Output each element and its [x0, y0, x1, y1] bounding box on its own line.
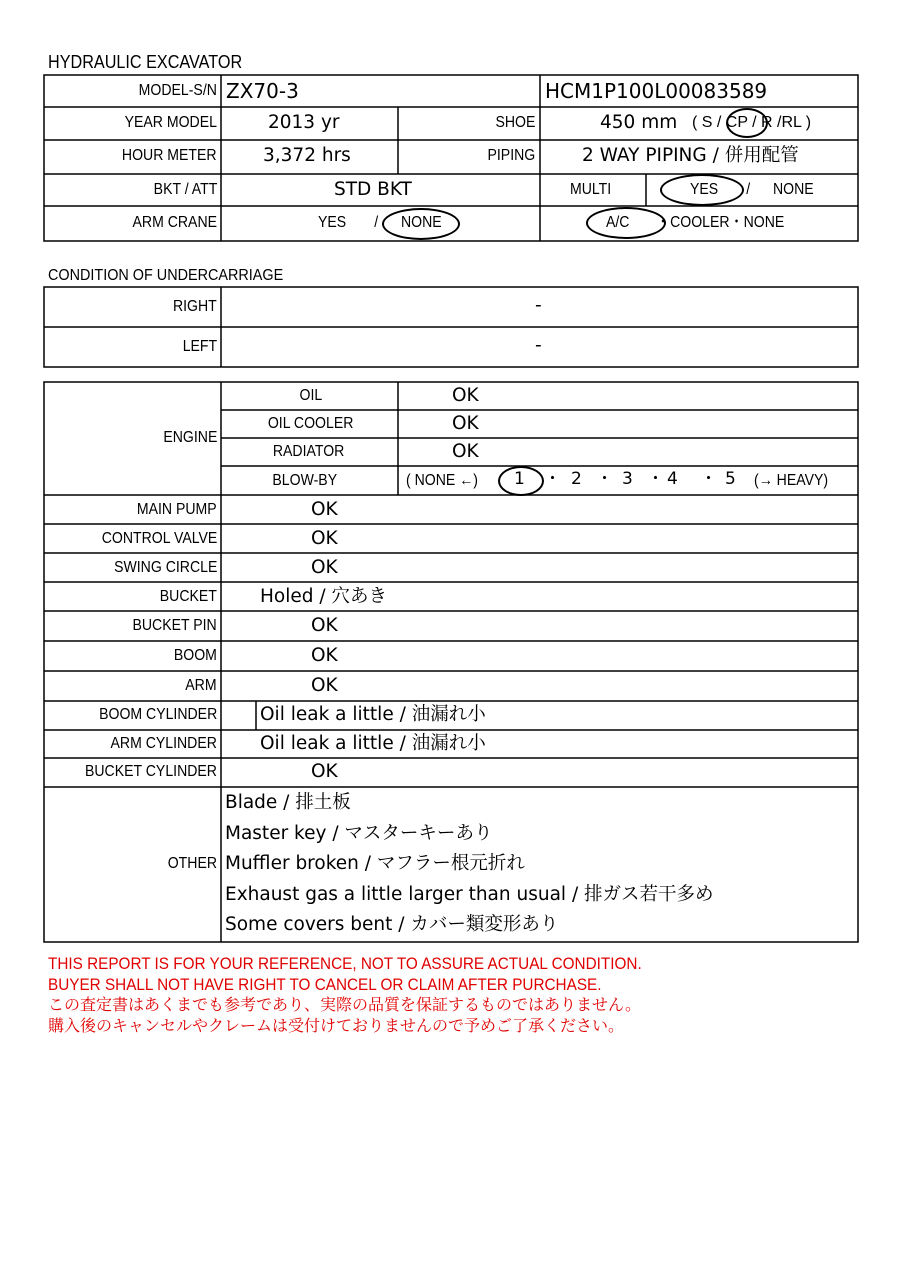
blowby-level-5: 5: [725, 469, 736, 489]
radiator-value: OK: [452, 441, 479, 462]
blowby-level-1: 1: [514, 469, 525, 489]
blowby-scale-start: ( NONE ←): [406, 472, 478, 489]
main-pump-value: OK: [311, 499, 338, 520]
undercarriage-title: CONDITION OF UNDERCARRIAGE: [48, 267, 284, 284]
piping-value: 2 WAY PIPING / 併用配管: [582, 145, 799, 166]
other-item: Blade / 排土板: [225, 792, 351, 813]
blowby-dot: ・: [647, 469, 664, 489]
oil-cooler-label: OIL COOLER: [267, 415, 354, 432]
multi-selected-circle: [660, 174, 744, 206]
boom-value: OK: [311, 645, 338, 666]
multi-sep: /: [746, 181, 751, 198]
cooler-options: ・COOLER・NONE: [656, 214, 785, 231]
main-pump-label: MAIN PUMP: [137, 501, 217, 518]
model-value: ZX70-3: [226, 79, 299, 103]
control-valve-value: OK: [311, 528, 338, 549]
other-item: Muffler broken / マフラー根元折れ: [225, 853, 525, 874]
model-label: MODEL-S/N: [138, 82, 217, 99]
bkt-value: STD BKT: [334, 179, 412, 200]
blowby-level-4: 4: [667, 469, 678, 489]
boom-cylinder-value: Oil leak a little / 油漏れ小: [260, 704, 486, 725]
ac-selected-circle: [586, 207, 666, 239]
disclaimer-line: この査定書はあくまでも参考であり、実際の品質を保証するものではありません。: [48, 995, 641, 1014]
piping-label: PIPING: [487, 147, 535, 164]
disclaimer-line: THIS REPORT IS FOR YOUR REFERENCE, NOT TO ASSURE ACTUAL CONDITION.: [48, 954, 642, 973]
serial-value: HCM1P100L00083589: [545, 79, 768, 103]
hour-label: HOUR METER: [122, 147, 217, 164]
shoe-label: SHOE: [495, 114, 535, 131]
disclaimer-line: BUYER SHALL NOT HAVE RIGHT TO CANCEL OR CLAIM AFTER PURCHASE.: [48, 975, 602, 994]
year-value: 2013 yr: [268, 112, 340, 133]
radiator-label: RADIATOR: [272, 443, 345, 460]
disclaimer-line: 購入後のキャンセルやクレームは受付けておりませんので予めご了承ください。: [48, 1016, 625, 1035]
crane-none: NONE: [401, 214, 442, 231]
left-label: LEFT: [182, 338, 217, 355]
boom-label: BOOM: [173, 647, 217, 664]
other-item: Exhaust gas a little larger than usual / 排ガス若干多め: [225, 884, 714, 905]
left-value: -: [535, 335, 542, 356]
other-label: OTHER: [167, 855, 217, 872]
engine-label: ENGINE: [163, 429, 217, 446]
bkt-label: BKT / ATT: [153, 181, 217, 198]
crane-yes: YES: [318, 214, 347, 231]
blowby-dot: ・: [700, 469, 717, 489]
oil-cooler-value: OK: [452, 413, 479, 434]
other-item: Some covers bent / カバー類変形あり: [225, 914, 559, 935]
blowby-selected-circle: [498, 466, 544, 496]
arm-label: ARM: [185, 677, 217, 694]
oil-value: OK: [452, 385, 479, 406]
multi-none: NONE: [773, 181, 814, 198]
shoe-selected-circle: [726, 108, 768, 138]
shoe-value: 450 mm: [600, 112, 678, 133]
hour-value: 3,372 hrs: [263, 145, 351, 166]
bucket-pin-label: BUCKET PIN: [132, 617, 217, 634]
blowby-level-3: 3: [622, 469, 633, 489]
blowby-scale-end: (→ HEAVY): [754, 472, 829, 489]
blowby-label: BLOW-BY: [272, 472, 338, 489]
arm-cylinder-value: Oil leak a little / 油漏れ小: [260, 733, 486, 754]
control-valve-label: CONTROL VALVE: [101, 530, 217, 547]
swing-circle-label: SWING CIRCLE: [113, 559, 217, 576]
ac-option: A/C: [606, 214, 630, 231]
year-label: YEAR MODEL: [124, 114, 217, 131]
multi-label: MULTI: [570, 181, 612, 198]
blowby-level-2: 2: [571, 469, 582, 489]
bucket-value: Holed / 穴あき: [260, 586, 387, 607]
swing-circle-value: OK: [311, 557, 338, 578]
crane-sep: /: [374, 214, 379, 231]
arm-value: OK: [311, 675, 338, 696]
boom-cylinder-label: BOOM CYLINDER: [98, 706, 217, 723]
crane-label: ARM CRANE: [132, 214, 217, 231]
other-item: Master key / マスターキーあり: [225, 823, 493, 844]
right-label: RIGHT: [173, 298, 217, 315]
right-value: -: [535, 295, 542, 316]
bucket-pin-value: OK: [311, 615, 338, 636]
blowby-dot: ・: [596, 469, 613, 489]
crane-selected-circle: [382, 208, 460, 240]
bucket-cylinder-value: OK: [311, 761, 338, 782]
bucket-label: BUCKET: [159, 588, 217, 605]
multi-yes: YES: [690, 181, 719, 198]
document-title: HYDRAULIC EXCAVATOR: [48, 52, 243, 72]
arm-cylinder-label: ARM CYLINDER: [110, 735, 217, 752]
blowby-dot: ・: [544, 469, 561, 489]
shoe-options: ( S / CP / R /RL ): [692, 114, 812, 131]
bucket-cylinder-label: BUCKET CYLINDER: [85, 763, 217, 780]
oil-label: OIL: [299, 387, 323, 404]
